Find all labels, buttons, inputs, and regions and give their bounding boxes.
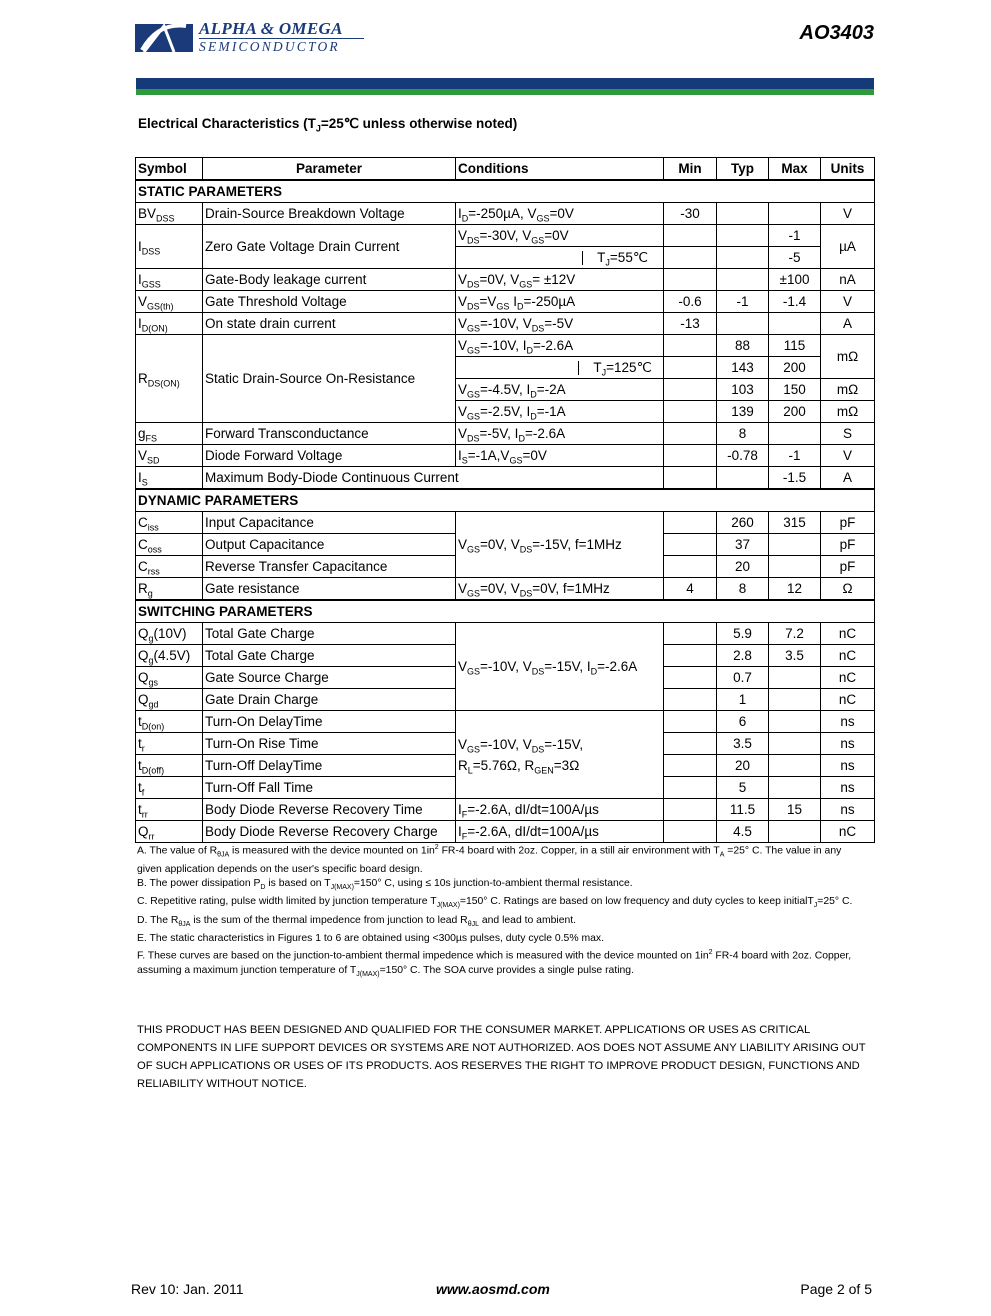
table-row: $BV_{DSS}$ Drain-Source Breakdown Voltage $I_D=-250\mu A$, $V_{GS}=0V$ -30 V [136,203,875,225]
brand-subtitle: SEMICONDUCTOR [199,39,340,54]
disclaimer: THIS PRODUCT HAS BEEN DESIGNED AND QUALIFIED FOR THE CONSUMER MARKET. APPLICATIONS OR USES AS CRITICAL COMPONENTS IN LIFE SUPPORT DEVICES OR SYSTEMS ARE NOT AUTHORIZED. AOS DOES NOT ASSUME ANY LIABILITY ARISING OUT OF SUCH APPLICATIONS OR USES OF ITS PRODUCTS. AOS RESERVES THE RIGHT TO IMPROVE PRODUCT DESIGN, FUNCTIONS AND RELIABILITY WITHOUT NOTICE. [137,1024,866,1090]
table-row: $t_f$ Turn-Off Fall Time 5 ns [136,777,875,799]
header-bar-green [136,89,874,95]
table-row: $V_{GS}=-2.5V$, $I_D=-1A$ 139 200 mΩ [136,401,875,423]
table-row: $t_r$ Turn-On Rise Time 3.5 ns [136,733,875,755]
table-row: $t_{D(off)}$ Turn-Off DelayTime 20 ns [136,755,875,777]
table-row: $T_J=55℃$ -5 [136,247,875,269]
table-row: $V_{SD}$ Diode Forward Voltage $I_S=-1A,V_{GS}=0V$ -0.78 -1 V [136,445,875,467]
table-header-row: Symbol Parameter Conditions Min Typ Max Units [136,158,875,181]
brand-name: ALPHA & OMEGA [199,19,343,38]
note-b: B. The power dissipation $P_D$ is based on $T_{J(MAX)}=150^\circ$ C, using ≤ 10s junction-to-ambient thermal resistance. [137,877,633,892]
section-row-switching: SWITCHING PARAMETERS [136,600,875,623]
table-row: $Q_{gs}$ Gate Source Charge 0.7 nC [136,667,875,689]
website-link[interactable]: www.aosmd.com [436,1281,550,1297]
section-title: Electrical Characteristics ($T_J=25℃$ unless otherwise noted) [138,116,518,134]
note-c: C. Repetitive rating, pulse width limited by junction temperature $T_{J(MAX)}=150^\circ$ C. Ratings are based on low frequency and duty cycles to keep initialT$_J$=25° C. [137,896,853,910]
table-row: $I_S$ Maximum Body-Diode Continuous Current -1.5 A [136,467,875,490]
electrical-characteristics-table [135,157,875,843]
table-row: $Q_{gd}$ Gate Drain Charge 1 nC [136,689,875,711]
table-row: $I_{GSS}$ Gate-Body leakage current $V_{DS}=0V$, $V_{GS}= \pm 12V$ ±100 nA [136,269,875,291]
table-row: $Q_{rr}$ Body Diode Reverse Recovery Charge $I_F=-2.6A$, dI/dt=100A/µs 4.5 nC [136,821,875,843]
part-number: AO3403 [799,22,874,44]
table-row: $C_{iss}$ Input Capacitance $V_{GS}=0V$, $V_{DS}=-15V$, f=1MHz 260 315 pF [136,512,875,534]
table-row: $I_{D(ON)}$ On state drain current $V_{GS}=-10V$, $V_{DS}=-5V$ -13 A [136,313,875,335]
table-row: $T_J=125℃$ 143 200 [136,357,875,379]
table-row: $Q_g(10V)$ Total Gate Charge $V_{GS}=-10V$, $V_{DS}=-15V$, $I_D=-2.6A$ 5.9 7.2 nC [136,623,875,645]
page-number: Page 2 of 5 [800,1281,872,1297]
revision: Rev 10: Jan. 2011 [131,1281,244,1297]
header-bar-blue [136,78,874,89]
table-row: $g_{FS}$ Forward Transconductance $V_{DS}=-5V$, $I_D=-2.6A$ 8 S [136,423,875,445]
table-row: $V_{GS}=-4.5V$, $I_D=-2A$ 103 150 mΩ [136,379,875,401]
table-row: $R_{DS(ON)}$ Static Drain-Source On-Resistance $V_{GS}=-10V$, $I_D=-2.6A$ 88 115 mΩ [136,335,875,357]
section-row-dynamic: DYNAMIC PARAMETERS [136,489,875,512]
table-row: $I_{DSS}$ Zero Gate Voltage Drain Current $V_{DS}=-30V$, $V_{GS}=0V$ -1 µA [136,225,875,247]
note-e: E. The static characteristics in Figures 1 to 6 are obtained using <300µs pulses, duty cycle 0.5% max. [137,932,604,944]
section-row-static: STATIC PARAMETERS [136,180,875,203]
table-row: $Q_g(4.5V)$ Total Gate Charge 2.8 3.5 nC [136,645,875,667]
note-d: D. The $R_{\theta JA}$ is the sum of the thermal impedence from junction to lead $R_{\theta JL}$ and lead to ambient. [137,914,577,928]
note-f: F. These curves are based on the junction-to-ambient thermal impedence which is measured with the device mounted on $1in^2$ FR-4 board with 2oz. Copper, assuming a maximum junction temperature of $T_{J(MAX)}=150^\circ$ C. The SOA curve provides a single pulse rating. [137,949,852,978]
table-row: $C_{rss}$ Reverse Transfer Capacitance 20 pF [136,556,875,578]
footnotes [137,841,867,982]
table-row: $R_g$ Gate resistance $V_{GS}=0V$, $V_{DS}=0V$, f=1MHz 4 8 12 Ω [136,578,875,601]
table-row: $V_{GS(th)}$ Gate Threshold Voltage $V_{DS}=V_{GS}$ $I_D=-250\mu A$ -0.6 -1 -1.4 V [136,291,875,313]
note-a: A. The value of $R_{\theta JA}$ is measured with the device mounted on $1in^2$ FR-4 board with 2oz. Copper, in a still air environment with $T_A =25^\circ$ C. The value in any given application depends on the user's specific board design. [137,844,842,875]
table-row: $C_{oss}$ Output Capacitance 37 pF [136,534,875,556]
table-row: $t_{rr}$ Body Diode Reverse Recovery Time $I_F=-2.6A$, dI/dt=100A/µs 11.5 15 ns [136,799,875,821]
table-row: $t_{D(on)}$ Turn-On DelayTime $V_{GS}=-10V$, $V_{DS}=-15V$, $R_L=5.76\Omega$, $R_{GEN}=3\Omega$ 6 ns [136,711,875,733]
